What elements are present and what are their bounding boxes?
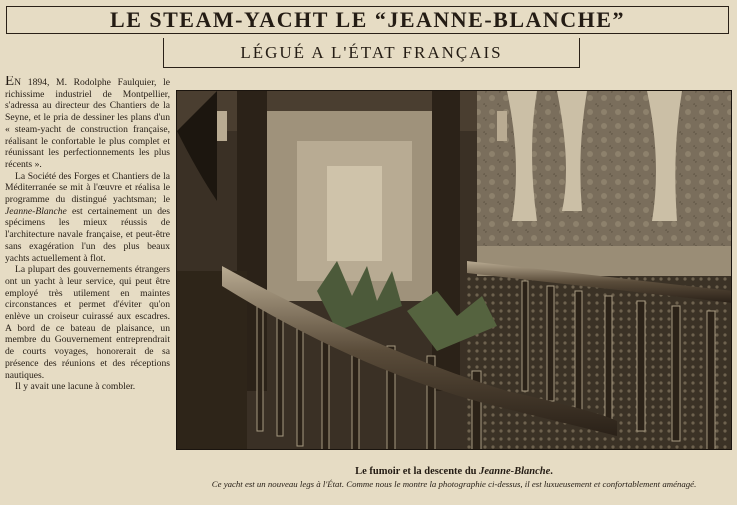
yacht-name: Jeanne-Blanche: [5, 205, 67, 217]
caption-title-text: Le fumoir et la descente du: [355, 466, 480, 477]
drop-cap: E: [5, 76, 15, 89]
photo-caption-body: Ce yacht est un nouveau legs à l'État. Comme nous le montre la photographie ci-dessus, il est luxueusement et confortablement aménagé.: [211, 479, 697, 489]
article-paragraph-4: Il y avait une lacune à combler.: [15, 381, 136, 393]
caption-yacht-name: Jeanne-Blanche: [479, 466, 551, 477]
paragraph-2-text-a: La Société des Forges et Chantiers de la Méditerranée se mit à l'œuvre et réalisa le programme du distingué yachtsman; le: [5, 170, 170, 206]
photo-caption-title: [176, 466, 732, 477]
subheadline: LÉGUÉ A L'ÉTAT FRANÇAIS: [240, 42, 503, 62]
smoking-room-photo: [176, 90, 732, 450]
article-column: [5, 76, 170, 501]
article-paragraph-2: [5, 171, 170, 265]
headline: LE STEAM-YACHT LE “JEANNE-BLANCHE”: [110, 7, 625, 32]
article-paragraph-1: [5, 76, 170, 171]
article-paragraph-3: La plupart des gouvernements étrangers ont un yacht à leur service, qui peut être employé très utilement en maintes circonstances et permet d'éviter qu'on enlève un croiseur cuirassé aux escadres. A bord de ce bateau de plaisance, un membre du Gouvernement entreprendrait de courts voyages, honorerait de sa présence des réunions et des réceptions nautiques.: [5, 264, 170, 381]
headline-box: [6, 6, 729, 34]
caption-title-end: .: [550, 466, 553, 477]
subheadline-box: [163, 38, 580, 68]
paragraph-2-text-b: est certainement un des spécimens les mieux réussis de l'architecture navale française, et peut-être sans exagération l'un des plus beaux yachts actuellement à flot.: [5, 205, 170, 264]
paragraph-1-text: N 1894, M. Rodolphe Faulquier, le richissime industriel de Montpellier, s'adressa au directeur des Chantiers de la Seyne, et le pria de dessiner les plans d'un « steam-yacht de construction française, réalisant le confortable le plus complet et réunissant les perfectionnements les plus récents ».: [5, 77, 170, 170]
photo-illustration: [177, 91, 732, 450]
